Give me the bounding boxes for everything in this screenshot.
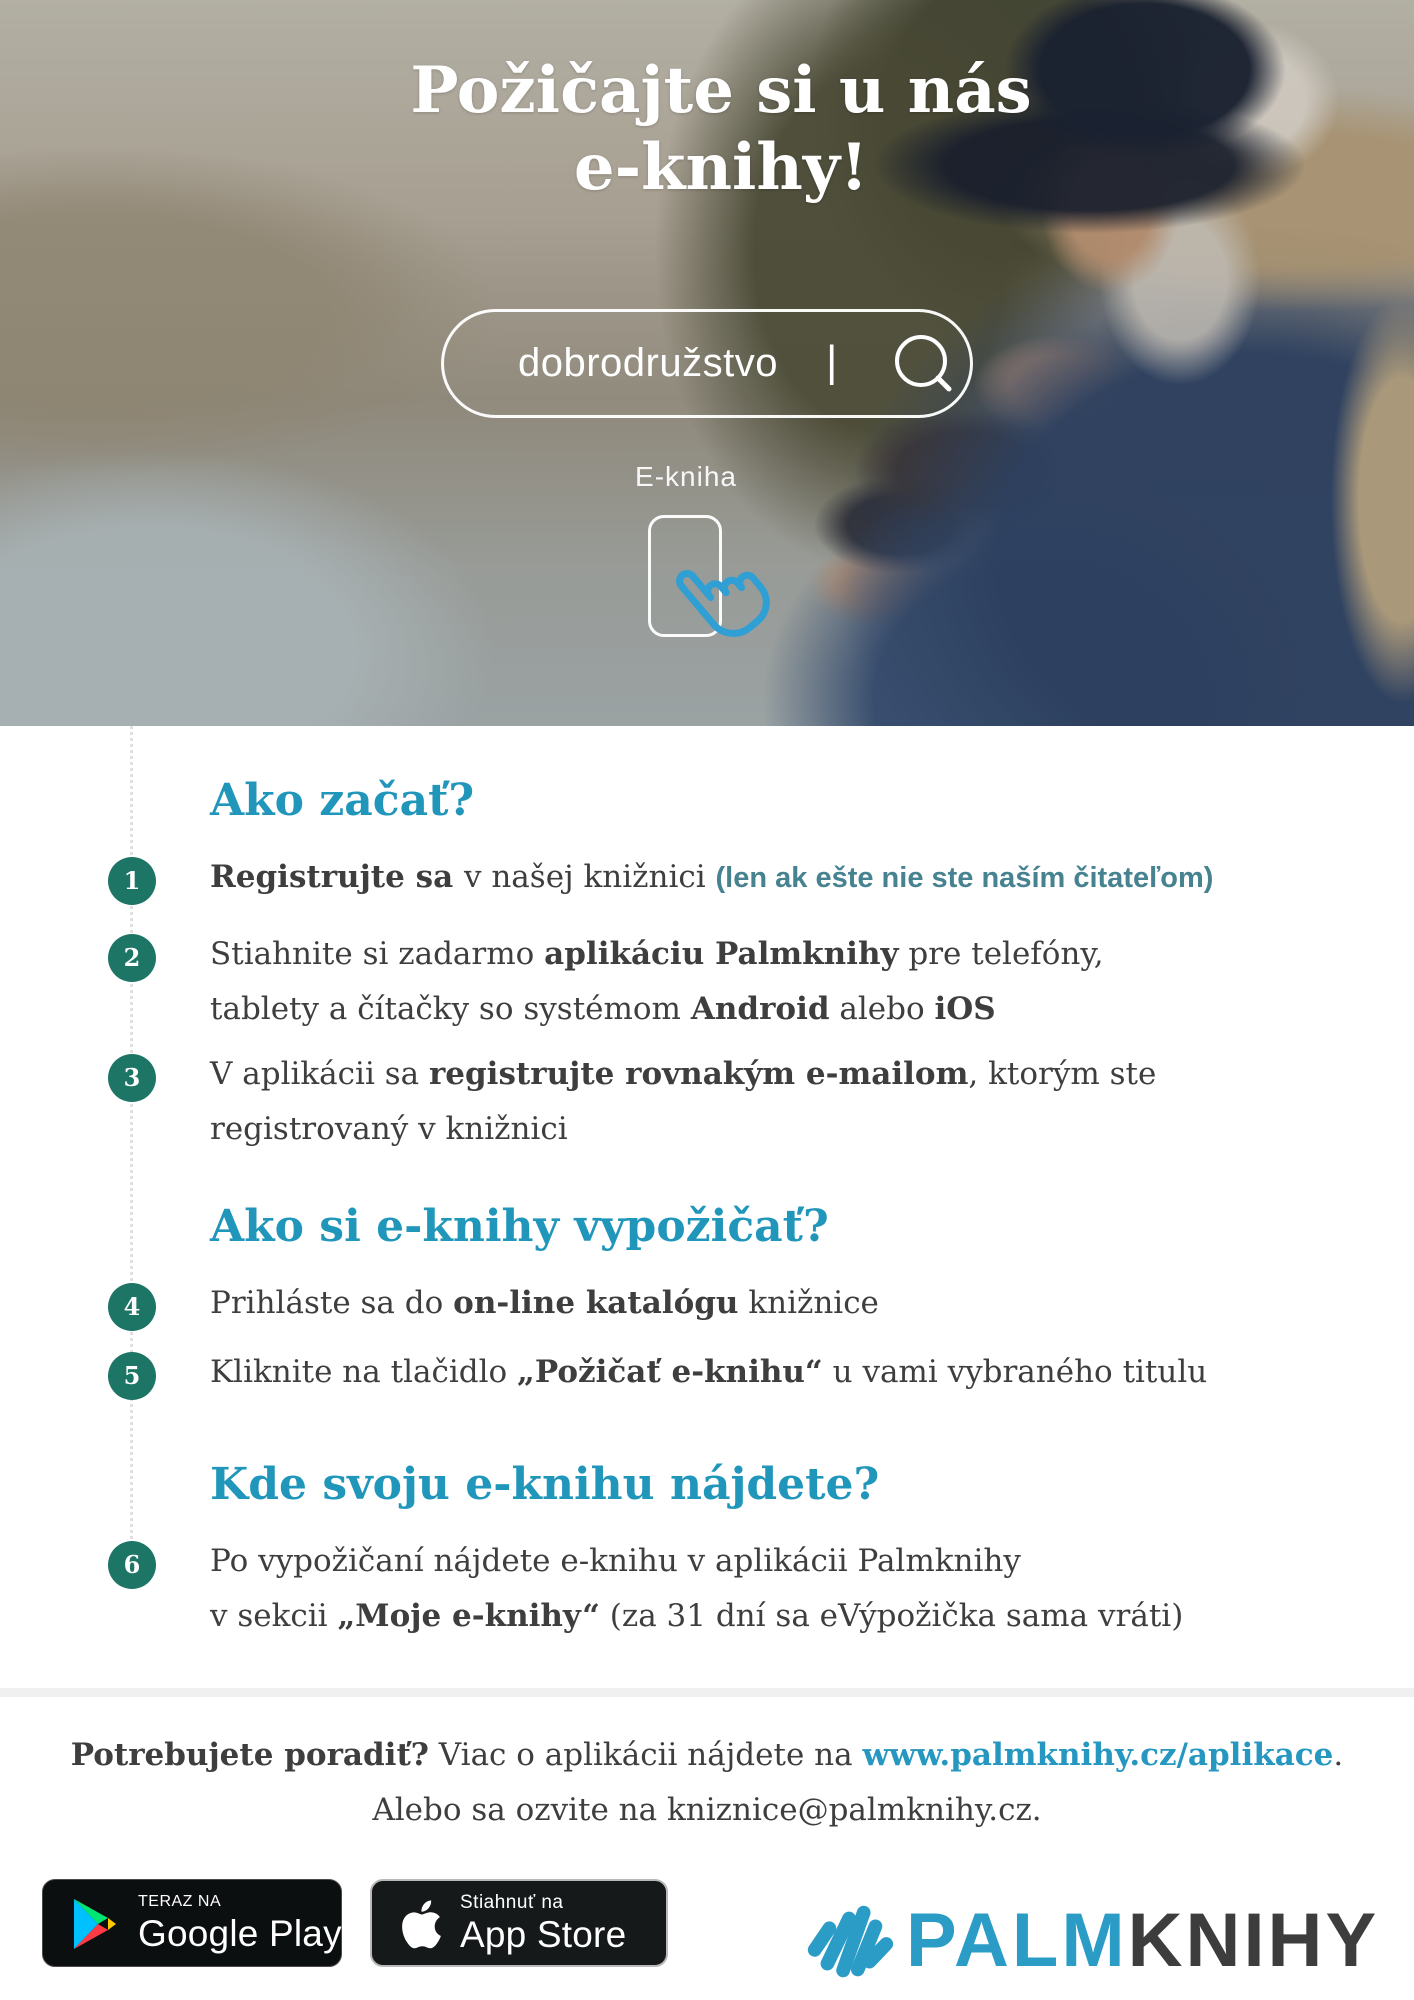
search-query-text: dobrodružstvo bbox=[518, 341, 778, 385]
step-text-segment: tablety a čítačky so systémom bbox=[210, 991, 691, 1027]
page-title-line2: e-knihy! bbox=[573, 130, 869, 205]
step-text-segment: registrujte rovnakým e-mailom bbox=[428, 1056, 969, 1092]
logo-text-knihy: KNIHY bbox=[1127, 1898, 1380, 1983]
step-text-segment: u vami vybraného titulu bbox=[822, 1354, 1208, 1390]
step-text-segment: v našej knižnici bbox=[463, 859, 716, 895]
timeline-dotted-line bbox=[130, 726, 133, 1563]
hero-image bbox=[0, 0, 1414, 726]
step-text-segment: Prihláste sa do bbox=[210, 1285, 454, 1321]
tap-hand-icon bbox=[655, 543, 795, 663]
app-store-badge[interactable] bbox=[370, 1879, 668, 1967]
step-number-badge: 2 bbox=[108, 934, 156, 982]
search-input[interactable] bbox=[441, 309, 973, 418]
google-play-icon bbox=[67, 1897, 121, 1951]
step-text-segment: Registrujte sa bbox=[210, 859, 464, 895]
step-text bbox=[210, 1534, 1360, 1644]
step-text-segment: Stiahnite si zadarmo bbox=[210, 936, 545, 972]
step-text-segment: Android bbox=[690, 991, 830, 1027]
step-text-segment: , ktorým ste bbox=[968, 1056, 1157, 1092]
step-text-segment: v sekcii bbox=[210, 1598, 338, 1634]
step-text-segment: V aplikácii sa bbox=[210, 1056, 429, 1092]
step-text-segment: alebo bbox=[829, 991, 935, 1027]
section-heading: Ako si e-knihy vypožičať? bbox=[210, 1201, 829, 1252]
help-line bbox=[0, 1733, 1414, 1777]
help-text: Viac o aplikácii nájdete na bbox=[428, 1737, 863, 1773]
section-divider bbox=[0, 1688, 1414, 1697]
step-number-badge: 5 bbox=[108, 1352, 156, 1400]
help-period: . bbox=[1333, 1737, 1344, 1773]
search-icon[interactable] bbox=[891, 331, 955, 395]
step-text-segment: (za 31 dní sa eVýpožička sama vráti) bbox=[599, 1598, 1184, 1634]
palm-icon bbox=[800, 1893, 898, 1991]
contact-line: Alebo sa ozvite na kniznice@palmknihy.cz. bbox=[372, 1792, 1042, 1828]
logo-text-palm: PALM bbox=[906, 1898, 1128, 1983]
step-text-segment: „Požičať e-knihu“ bbox=[517, 1354, 823, 1390]
step-number-badge: 6 bbox=[108, 1541, 156, 1589]
page-title-line1: Požičajte si u nás bbox=[410, 53, 1032, 128]
step-text bbox=[210, 850, 1360, 906]
step-text bbox=[210, 1345, 1360, 1400]
page-title bbox=[14, 52, 1414, 206]
step-text-segment: on-line katalógu bbox=[453, 1285, 739, 1321]
step-text-segment: registrovaný v knižnici bbox=[210, 1111, 568, 1147]
step-text bbox=[210, 1276, 1360, 1331]
step-text-segment: aplikáciu Palmknihy bbox=[544, 936, 899, 972]
help-question: Potrebujete poradiť? bbox=[70, 1737, 429, 1773]
google-play-store-name: Google Play bbox=[138, 1913, 342, 1954]
google-play-tagline: TERAZ NA bbox=[138, 1893, 222, 1910]
step-text-note: (len ak ešte nie ste naším čitateľom) bbox=[715, 862, 1214, 894]
app-store-store-name: App Store bbox=[460, 1914, 627, 1955]
logo-wordmark bbox=[906, 1899, 1379, 1983]
step-text-segment: iOS bbox=[934, 991, 996, 1027]
section-heading: Kde svoju e-knihu nájdete? bbox=[210, 1459, 880, 1510]
apple-icon bbox=[400, 1900, 442, 1950]
step-number-badge: 3 bbox=[108, 1054, 156, 1102]
step-text-segment: „Moje e-knihy“ bbox=[337, 1598, 600, 1634]
step-text bbox=[210, 927, 1360, 1037]
app-store-tagline: Stiahnuť na bbox=[460, 1892, 564, 1913]
step-text-segment: Po vypožičaní nájdete e-knihu v aplikácii Palmknihy bbox=[210, 1543, 1021, 1579]
google-play-badge[interactable] bbox=[42, 1879, 342, 1967]
step-text-segment: Kliknite na tlačidlo bbox=[210, 1354, 518, 1390]
step-text-segment: pre telefóny, bbox=[898, 936, 1104, 972]
step-text-segment: knižnice bbox=[738, 1285, 879, 1321]
section-heading: Ako začať? bbox=[210, 775, 475, 826]
text-cursor: | bbox=[826, 337, 838, 386]
step-number-badge: 4 bbox=[108, 1283, 156, 1331]
step-number-badge: 1 bbox=[108, 857, 156, 905]
website-link[interactable]: www.palmknihy.cz/aplikace bbox=[862, 1737, 1334, 1773]
step-text bbox=[210, 1047, 1360, 1157]
ebook-label: E-kniha bbox=[635, 461, 737, 492]
